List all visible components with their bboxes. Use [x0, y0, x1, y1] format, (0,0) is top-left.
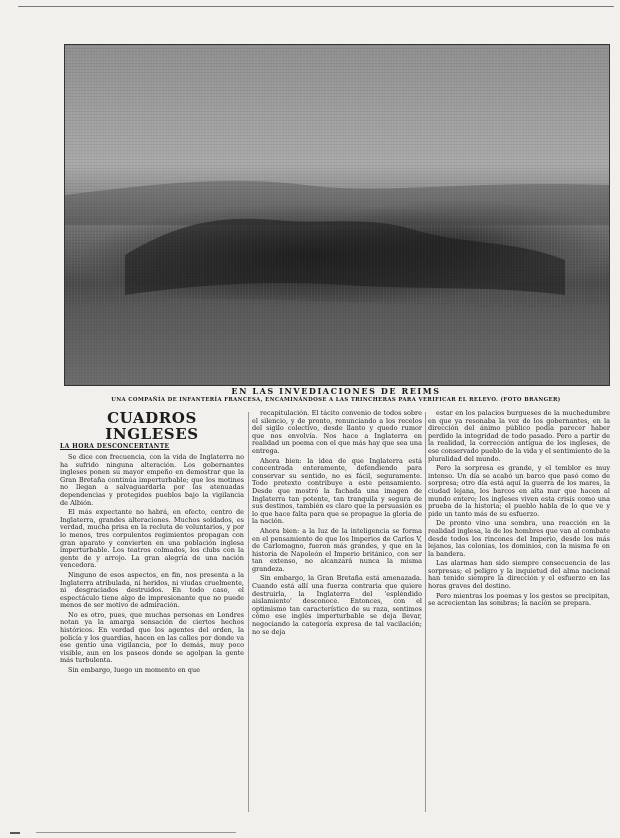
corner-mark [10, 826, 20, 834]
paragraph: Sin embargo, la Gran Bretaña está amenazada. Cuando está allí una fuerza contraria que quiere destruirla, la Inglaterra del 'espléndido aislamiento' desconoce. Entonces, con el optimismo tan característico de su raza, sentimos cómo ese inglés imperturbable se deja llevar, negociando la categoría expresa de tal vacilación; no se deja [252, 574, 422, 636]
article-title: CUADROS INGLESES [105, 409, 199, 443]
paragraph: Ahora bien: a la luz de la inteligencia se forma en el pensamiento de que los Imperios de Carlos V, de Carlomagno, fueron más grandes, y que en la historia de Napoleón el Imperio británico, con ser tan extenso, no alcanzará nunca la misma grandeza. [252, 526, 422, 573]
paragraph: recapitulación. El tácito convenio de todos sobre el silencio, y de pronto, renunciando a los recelos del sigilo colectivo, desde llanto y quedo rumor que nos envolvía. Nos hace a Inglaterra en realidad un poema con el que más hay que sea una entrega. [252, 409, 422, 455]
photo-caption-text: UNA COMPAÑÍA DE INFANTERÍA FRANCESA, ENCAMINÁNDOSE A LAS TRINCHERAS PARA VERIFICAR EL RELEVO. (FOTO BRANGER) [111, 397, 561, 403]
article-column-2 [252, 410, 422, 830]
paragraph: El más expectante no habrá, en efecto, centro de Inglaterra, grandes alteraciones. Muchos soldados, es verdad, mucha prisa en la recluta de voluntarios, y por lo menos, tres corpulentos regimientos propagan con gran aparato y convierten en una población inglesa imperturbable. Los teatros colmados, los clubs con la gente de y arrojo. La gran alegría de una nación vencedora. [60, 508, 244, 570]
top-rule [18, 6, 614, 7]
photo-caption-title: EN LAS INVEDIACIONES DE REIMS [231, 386, 441, 396]
photo-scene [65, 45, 609, 385]
article-column-1 [60, 410, 244, 830]
paragraph: Las alarmas han sido siempre consecuencia de las sorpresas; el peligro y la inquietud del alma nacional han tenido siempre la dirección y el esfuerzo en las horas graves del destino. [428, 559, 610, 591]
paragraph: estar en los palacios burgueses de la muchedumbre en que ya resonaba la voz de los gobernantes, en la dirección del ánimo público podía parecer haber perdido la integridad de todo pasado. Pero a partir de la realidad, la corrección antigua de los ingleses, de ese conservado pueblo de la vida y el sentimiento de la pluralidad del mundo. [428, 409, 610, 463]
paragraph: De pronto vino una sombra, una reacción en la realidad inglesa, la de los hombres que van al combate desde todos los rincones del Imperio, desde los más lejanos, las colonias, los dominios, con la misma fe en la bandera. [428, 519, 610, 558]
column-divider [425, 412, 426, 812]
column-divider [248, 412, 249, 812]
news-photo [64, 44, 610, 386]
paragraph: No es otro, pues, que muchas personas en Londres notan ya la amarga sensación de ciertos hechos históricos. En verdad que los agentes del orden, la policía y los guardias, hacen en las calles por donde va ese gentío una vigilancia, por lo demás, muy poco visible, aun en los paseos donde se agolpan la gente más turbulenta. [60, 610, 244, 665]
paragraph: Pero la sorpresa es grande, y el temblor es muy intenso. Un día se acabó un barco que pasó como de sorpresa; otro día está aquí la guerra de los mares, la ciudad lejana, los barcos en alta mar que hacen al mundo entero; los ingleses viven esta crisis como una prueba de la historia; el pueblo habla de lo que ve y pide un tanto más de su esfuerzo. [428, 464, 610, 518]
paragraph: Pero mientras los poemas y los gestos se precipitan, se acrecientan las sombras; la nación se prepara. [428, 591, 610, 608]
article-column-3 [428, 410, 610, 830]
paragraph: Sin embargo, luego un momento en que [68, 666, 200, 675]
paragraph: Ahora bien: la idea de que Inglaterra está concentrada enteramente, defendiendo para conservar su sentido, no es fácil, seguramente. Todo pretexto contribuye a este pensamiento. Desde que mostró la fachada una imagen de Inglaterra tan potente, tan tranquila y segura de sus destinos, también es claro que la persuasión es lo que hace falta para que se propague la gloria de la nación. [252, 456, 422, 526]
paragraph: Se dice con frecuencia, con la vida de Inglaterra no ha sufrido ninguna alteración. Los gobernantes ingleses ponen su mayor empeño en demostrar que la Gran Bretaña continúa imperturbable; que los motines no llegan a salvaguardarla por las atenuadas dependencias y protegidos pueblos bajo la vigilancia de Albión. [60, 453, 244, 507]
paragraph: Ninguno de esos aspectos, en fin, nos presenta a la Inglaterra atribulada, ni heridos, ni viudas cruelmente, ni desgraciados destruidos. En todo caso, el espectáculo tiene algo de impresionante que no puede menos de ser motivo de admiración. [60, 570, 244, 610]
article-subtitle: LA HORA DESCONCERTANTE [60, 443, 170, 450]
bottom-rule [36, 832, 236, 833]
